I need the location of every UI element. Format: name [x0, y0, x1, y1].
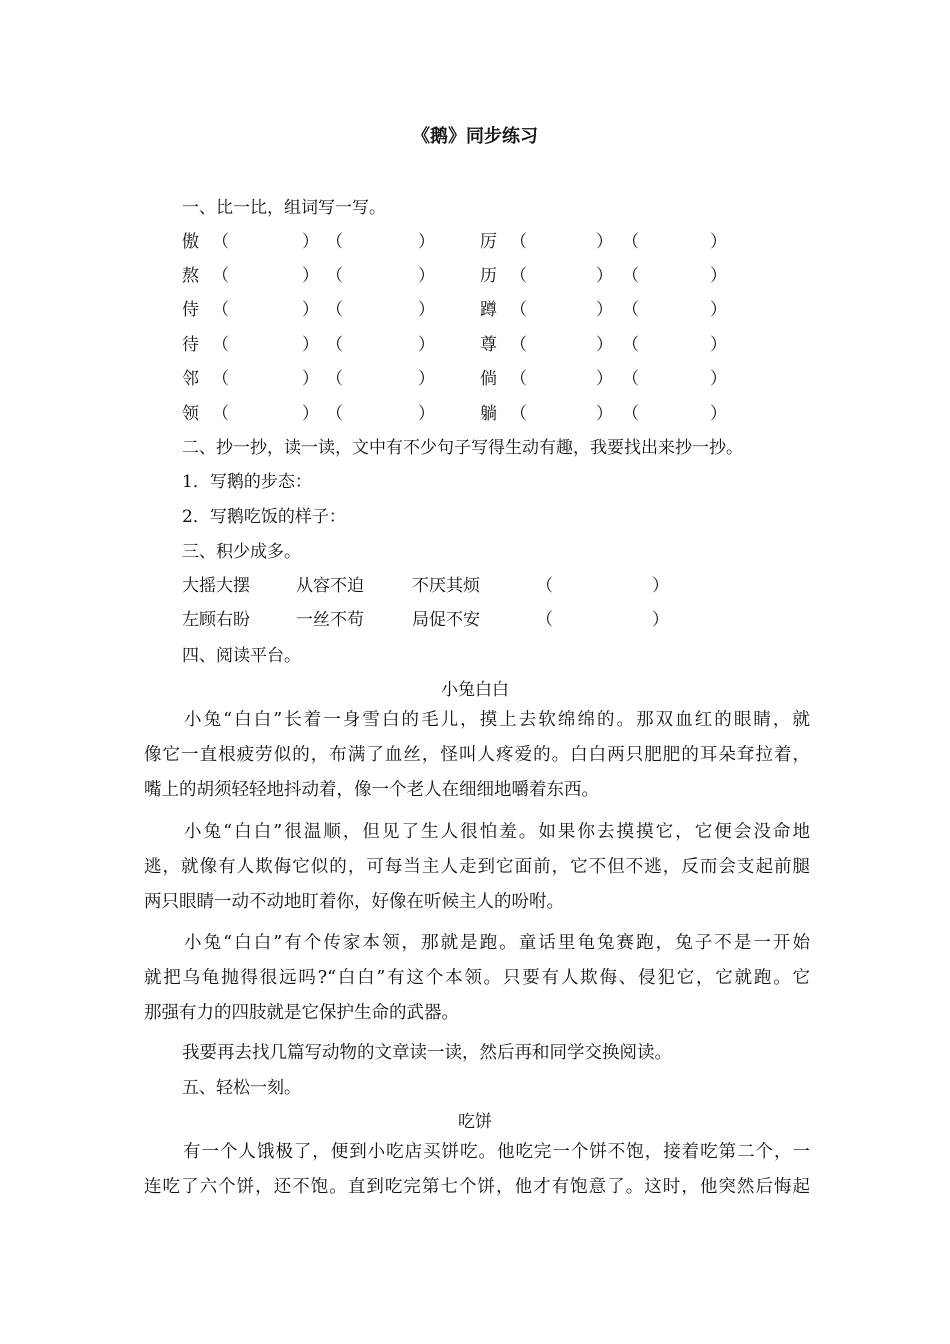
idiom-row-2 — [182, 608, 782, 632]
text-line: 那强有力的四肢就是它保护生命的武器。 — [144, 1003, 459, 1023]
blank-open: （ — [510, 300, 527, 320]
text-line: 连吃了六个饼，还不饱。直到吃完第七个饼，他才有饱意了。这时，他突然后悔起 — [144, 1177, 810, 1197]
character-left: 傲 — [182, 232, 199, 252]
character-left: 领 — [182, 404, 199, 424]
blank-open: （ — [510, 335, 527, 355]
blank-open: （ — [622, 266, 639, 286]
blank-close: ） — [596, 335, 613, 355]
story-paragraph — [144, 1036, 810, 1071]
blank-open: （ — [622, 232, 639, 252]
text-line: 就把乌龟抛得很远吗?“白白”有这个本领。只要有人欺侮、侵犯它，它就跑。它 — [144, 968, 810, 988]
text-line: 嘴上的胡须轻轻地抖动着，像一个老人在细细地嚼着东西。 — [144, 780, 599, 800]
blank-close: ） — [710, 404, 727, 424]
section2-item1: 1．写鹅的步态： — [182, 472, 312, 492]
blank-close: ） — [418, 300, 435, 320]
section4-heading: 四、阅读平台。 — [182, 646, 301, 666]
blank-close: ） — [596, 266, 613, 286]
character-left: 邻 — [182, 369, 199, 389]
idiom-row-1 — [182, 574, 782, 598]
blank-close: ） — [302, 335, 319, 355]
character-right: 躺 — [480, 404, 497, 424]
blank-close: ） — [418, 335, 435, 355]
blank-open: （ — [622, 369, 639, 389]
blank-open: （ — [510, 266, 527, 286]
idiom: 不厌其烦 — [412, 576, 480, 596]
story-paragraph — [144, 926, 810, 1031]
idiom: 一丝不苟 — [296, 610, 364, 630]
word-compare-row — [182, 264, 782, 288]
blank-close: ） — [710, 232, 727, 252]
blank-close: ） — [596, 369, 613, 389]
blank-open: （ — [212, 300, 229, 320]
blank-open: （ — [622, 300, 639, 320]
idiom: 从容不迫 — [296, 576, 364, 596]
section1-heading: 一、比一比，组词写一写。 — [182, 198, 386, 218]
idiom: 局促不安 — [412, 610, 480, 630]
blank-close: ） — [418, 404, 435, 424]
blank-open: （ — [212, 232, 229, 252]
character-right: 历 — [480, 266, 497, 286]
blank-close: ） — [302, 266, 319, 286]
section5-heading: 五、轻松一刻。 — [182, 1078, 301, 1098]
blank-close: ） — [710, 300, 727, 320]
blank-open: （ — [510, 404, 527, 424]
character-left: 熬 — [182, 266, 199, 286]
blank-close: ） — [302, 232, 319, 252]
word-compare-row — [182, 298, 782, 322]
story-paragraph — [144, 1135, 810, 1205]
blank-close: ） — [710, 369, 727, 389]
blank-open: （ — [326, 232, 343, 252]
text-line: 小兔“白白”有个传家本领，那就是跑。童话里龟兔赛跑，兔子不是一开始 — [182, 933, 810, 953]
blank-open: （ — [622, 404, 639, 424]
section2-item2: 2．写鹅吃饭的样子： — [182, 507, 346, 527]
word-compare-row — [182, 402, 782, 426]
blank-open: （ — [622, 335, 639, 355]
story-title-rabbit: 小兔白白 — [441, 680, 509, 700]
blank-open: （ — [212, 369, 229, 389]
character-right: 尊 — [480, 335, 497, 355]
character-left: 待 — [182, 335, 199, 355]
blank-close: ） — [652, 610, 669, 630]
story-paragraph — [144, 703, 810, 808]
blank-close: ） — [710, 266, 727, 286]
blank-close: ） — [302, 300, 319, 320]
story-paragraph — [144, 815, 810, 920]
blank-open: （ — [326, 335, 343, 355]
blank-close: ） — [596, 232, 613, 252]
text-line: 我要再去找几篇写动物的文章读一读，然后再和同学交换阅读。 — [182, 1043, 672, 1063]
blank-close: ） — [596, 404, 613, 424]
blank-open: （ — [212, 266, 229, 286]
text-line: 小兔“白白”长着一身雪白的毛儿，摸上去软绵绵的。那双血红的眼睛，就 — [182, 710, 810, 730]
word-compare-row — [182, 333, 782, 357]
blank-open: （ — [326, 300, 343, 320]
blank-open: （ — [536, 610, 553, 630]
word-compare-row — [182, 367, 782, 391]
blank-open: （ — [212, 404, 229, 424]
section2-heading: 二、抄一抄，读一读，文中有不少句子写得生动有趣，我要找出来抄一抄。 — [182, 438, 743, 458]
text-line: 小兔“白白”很温顺，但见了生人很怕羞。如果你去摸摸它，它便会没命地 — [182, 822, 810, 842]
blank-open: （ — [536, 576, 553, 596]
blank-close: ） — [596, 300, 613, 320]
blank-close: ） — [418, 369, 435, 389]
blank-close: ） — [418, 232, 435, 252]
character-right: 厉 — [480, 232, 497, 252]
blank-close: ） — [652, 576, 669, 596]
document-title: 《鹅》同步练习 — [412, 126, 538, 147]
blank-open: （ — [510, 232, 527, 252]
section3-heading: 三、积少成多。 — [182, 542, 301, 562]
text-line: 像它一直根疲劳似的，布满了血丝，怪叫人疼爱的。白白两只肥肥的耳朵耷拉着， — [144, 745, 810, 765]
text-line: 有一个人饿极了，便到小吃店买饼吃。他吃完一个饼不饱，接着吃第二个，一 — [182, 1142, 810, 1162]
text-line: 两只眼睛一动不动地盯着你，好像在听候主人的吩咐。 — [144, 892, 564, 912]
word-compare-row — [182, 230, 782, 254]
character-right: 蹲 — [480, 300, 497, 320]
blank-open: （ — [212, 335, 229, 355]
blank-open: （ — [326, 266, 343, 286]
blank-close: ） — [710, 335, 727, 355]
character-left: 侍 — [182, 300, 199, 320]
story-title-cake: 吃饼 — [458, 1112, 492, 1132]
text-line: 逃，就像有人欺侮它似的，可每当主人走到它面前，它不但不逃，反而会支起前腿 — [144, 857, 810, 877]
idiom: 大摇大摆 — [182, 576, 250, 596]
blank-close: ） — [418, 266, 435, 286]
character-right: 倘 — [480, 369, 497, 389]
blank-open: （ — [326, 369, 343, 389]
blank-open: （ — [326, 404, 343, 424]
blank-close: ） — [302, 404, 319, 424]
blank-open: （ — [510, 369, 527, 389]
idiom: 左顾右盼 — [182, 610, 250, 630]
blank-close: ） — [302, 369, 319, 389]
